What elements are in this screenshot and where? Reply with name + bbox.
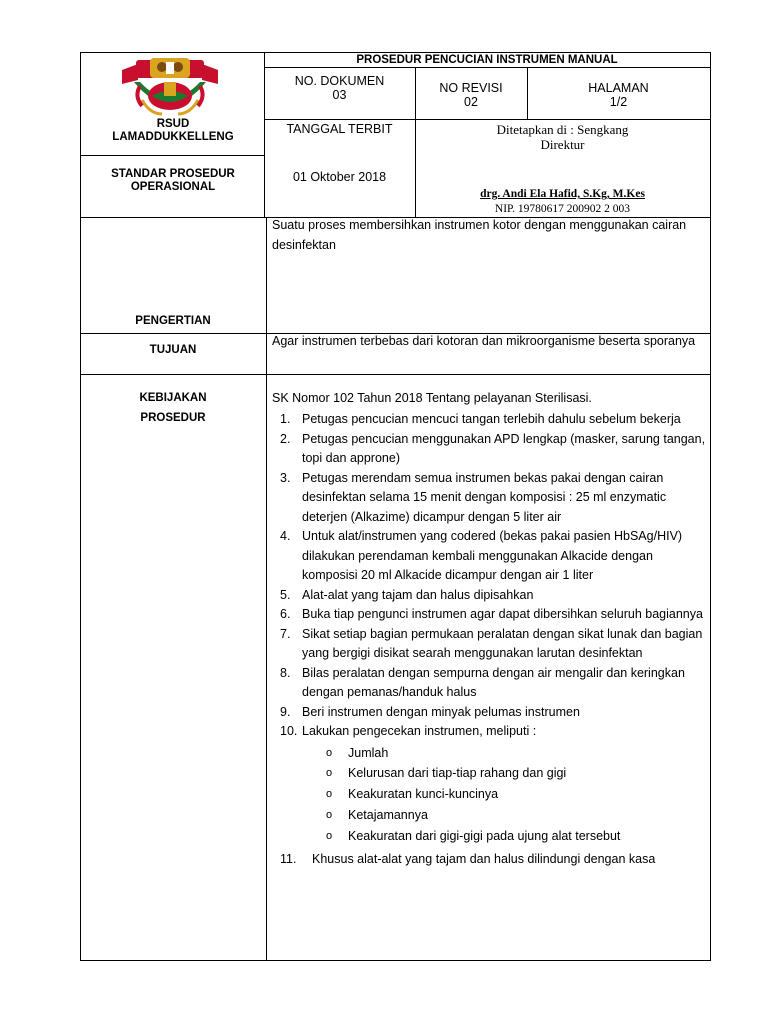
step-text: Petugas merendam semua instrumen bekas pakai dengan cairan desinfektan selama 15 menit dengan komposisi : 25 ml enzymatic deterjen (Alkazime) dicampur dengan 5 liter air [302, 470, 667, 524]
step-item [280, 430, 710, 469]
header-row2-line [264, 119, 710, 120]
step-text: Untuk alat/instrumen yang codered (bekas pakai pasien HbSAg/HIV) dilakukan perendaman kembali menggunakan Alkacide dengan komposisi 20 ml Alkacide dicampur dengan air 1 liter [302, 529, 683, 582]
step-item [280, 527, 710, 586]
no-dokumen-value: 03 [332, 88, 347, 102]
sub-item [302, 805, 710, 826]
table-border-left [80, 52, 81, 961]
pengertian-text: Suatu proses membersihkan instrumen kotor dengan menggunakan cairan desinfektan [272, 218, 687, 252]
step-text: Buka tiap pengunci instrumen agar dapat dibersihkan seluruh bagiannya [302, 607, 703, 621]
sub-item [302, 763, 710, 784]
step-number: 2. [280, 431, 291, 446]
doc-type [84, 168, 262, 194]
step-text: Petugas pencucian mencuci tangan terlebih dahulu sebelum bekerja [302, 412, 681, 426]
no-revisi-label: NO REVISI [439, 81, 503, 95]
signer-name: drg. Andi Ela Hafid, S.Kg, M.Kes [480, 188, 645, 200]
step-text: Bilas peralatan dengan sempurna dengan air mengalir dan keringkan dengan pemanas/handuk halus [302, 665, 685, 699]
step-number: 11. [280, 852, 297, 867]
step-item [280, 664, 710, 703]
bullet-icon: o [326, 808, 333, 821]
ditetapkan-text: Ditetapkan di : Sengkang [496, 122, 629, 137]
step-item [280, 605, 710, 625]
sub-item [302, 826, 710, 847]
pengertian-label: PENGERTIAN [135, 315, 211, 327]
sub-item-text: Jumlah [348, 745, 389, 760]
step-text: Petugas pencucian menggunakan APD lengkap (masker, sarung tangan, topi dan approne) [302, 431, 706, 465]
kebijakan-label: KEBIJAKAN [139, 392, 207, 404]
sub-item-text: Kelurusan dari tiap-tiap rahang dan gigi [348, 766, 567, 781]
hospital-logo [120, 56, 220, 118]
document-title: PROSEDUR PENCUCIAN INSTRUMEN MANUAL [356, 54, 618, 66]
signer-nip: NIP. 19780617 200902 2 003 [494, 203, 631, 215]
sub-item-text: Keakuratan kunci-kuncinya [348, 787, 499, 802]
no-dokumen-label: NO. DOKUMEN [294, 74, 385, 88]
no-revisi-value: 02 [464, 95, 478, 109]
check-sublist [302, 743, 710, 847]
step-item [280, 625, 710, 664]
prosedur-label: PROSEDUR [140, 412, 206, 424]
step-number: 9. [280, 704, 291, 719]
sub-item-text: Keakuratan dari gigi-gigi pada ujung alat tersebut [348, 828, 621, 843]
tujuan-text: Agar instrumen terbebas dari kotoran dan mikroorganisme beserta sporanya [272, 334, 696, 348]
step-text: Sikat setiap bagian permukaan peralatan dengan sikat lunak dan bagian yang bergigi disikat searah menggunakan larutan desinfektan [302, 626, 703, 660]
table-border-bottom [80, 960, 711, 961]
step-number: 7. [280, 626, 291, 641]
left-col-divider [80, 155, 264, 156]
step-number: 8. [280, 665, 291, 680]
hospital-name [84, 118, 262, 144]
bullet-icon: o [326, 746, 333, 759]
hospital-name-text: RSUD LAMADDUKKELLENG [112, 118, 234, 143]
step-text: Beri instrumen dengan minyak pelumas instrumen [302, 704, 580, 719]
step-number: 10. [280, 724, 298, 738]
step-text: Khusus alat-alat yang tajam dan halus dilindungi dengan kasa [312, 852, 656, 867]
bullet-icon: o [326, 829, 333, 842]
step-number: 5. [280, 587, 291, 602]
step-number: 3. [280, 470, 291, 485]
halaman-label: HALAMAN [588, 81, 649, 95]
kebijakan-text: SK Nomor 102 Tahun 2018 Tentang pelayanan Sterilisasi. [272, 391, 592, 405]
step-item [280, 469, 710, 528]
step-text: Lakukan pengecekan instrumen, meliputi : [302, 724, 537, 738]
procedure-steps [280, 410, 710, 870]
tanggal-terbit-value: 01 Oktober 2018 [292, 170, 387, 184]
step-item [280, 586, 710, 606]
step-item [280, 722, 710, 846]
step-number: 6. [280, 607, 291, 621]
doc-type-text: STANDAR PROSEDUR OPERASIONAL [111, 168, 235, 193]
step-number: 4. [280, 529, 291, 543]
tanggal-terbit-label: TANGGAL TERBIT [286, 122, 393, 136]
table-border-right [710, 52, 711, 961]
step-number: 1. [280, 412, 291, 426]
direktur-text: Direktur [540, 137, 585, 152]
bullet-icon: o [326, 788, 333, 801]
step-text: Alat-alat yang tajam dan halus dipisahkan [302, 587, 534, 602]
title-underline [264, 67, 710, 68]
sub-item [302, 784, 710, 805]
tujuan-label: TUJUAN [149, 344, 197, 356]
sub-item-text: Ketajamannya [348, 807, 428, 822]
halaman-value: 1/2 [609, 95, 628, 109]
step-item [280, 410, 710, 430]
step-item [280, 850, 710, 870]
bullet-icon: o [326, 767, 333, 780]
step-item [280, 703, 710, 723]
sub-item [302, 743, 710, 764]
tujuan-bottom-line [80, 374, 710, 375]
table-divider-section-col [266, 217, 267, 961]
